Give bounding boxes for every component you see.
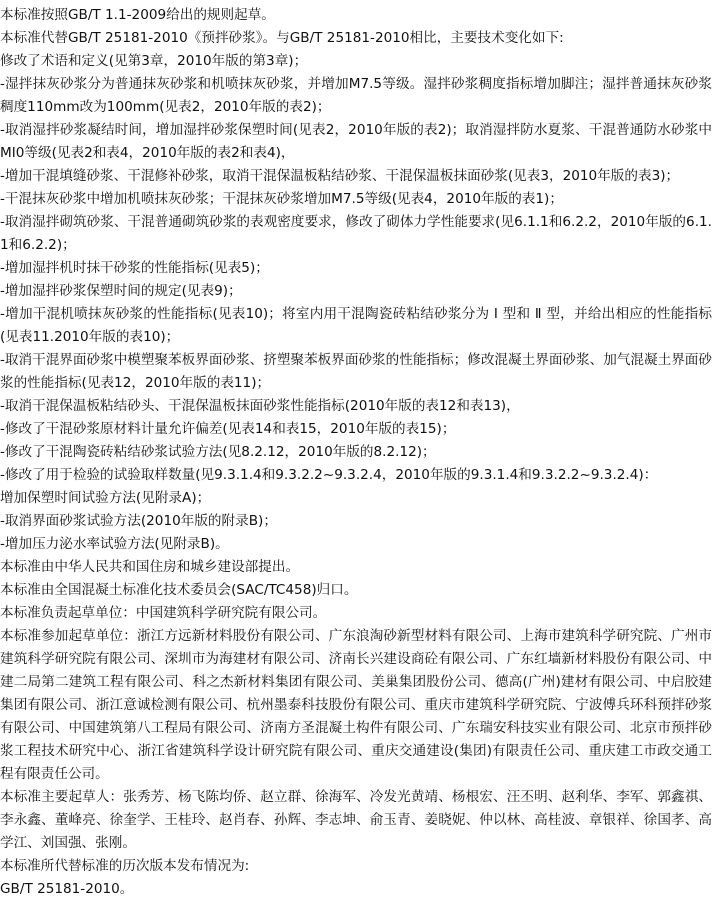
paragraph-12: -取消干混界面砂浆中模塑聚苯板界面砂浆、挤塑聚苯板界面砂浆的性能指标；修改混凝土界面砂浆、加气混凝土界面砂浆的性能指标(见表12，2010年版的表11)； bbox=[0, 352, 712, 391]
paragraph-7: -干混抹灰砂浆中增加机喷抹灰砂浆；干混抹灰砂浆增加M7.5等级(见表4，2010年版的表1)； bbox=[0, 191, 563, 207]
paragraph-3: 修改了术语和定义(见第3章，2010年版的第3章)； bbox=[0, 53, 308, 69]
paragraph-13: -取消干混保温板粘结砂头、干混保温板抹面砂浆性能指标(2010年版的表12和表13)， bbox=[0, 398, 520, 414]
paragraph-16: -修改了用于检验的试验取样数量(见9.3.1.4和9.3.2.2~9.3.2.4，2010年版的9.3.1.4和9.3.2.2~9.3.2.4)： bbox=[0, 467, 658, 483]
paragraph-19: -增加压力泌水率试验方法(见附录B)。 bbox=[0, 536, 229, 552]
paragraph-24: 本标准主要起草人：张秀芳、杨飞陈均侨、赵立群、徐海军、冷发光黄靖、杨根宏、汪丕明、赵利华、李军、郭鑫祺、李永鑫、董峰亮、徐奎学、王桂玲、赵肖春、孙辉、李志坤、俞玉青、姜晓妮、仲以林、高桂波、章银祥、徐国孝、高学江、刘国强、张刚。 bbox=[0, 789, 712, 851]
paragraph-10: -增加湿拌砂浆保塑时间的规定(见表9)； bbox=[0, 283, 242, 299]
paragraph-15: -修改了干混陶瓷砖粘结砂浆试验方法(见8.2.12，2010年版的8.2.12)； bbox=[0, 444, 436, 460]
paragraph-5: -取消湿拌砂浆凝结时间，增加湿拌砂浆保塑时间(见表2，2010年版的表2)；取消湿拌防水夏浆、干混普通防水砂浆中MI0等级(见表2和表4，2010年版的表2和表4)， bbox=[0, 122, 712, 161]
paragraph-25: 本标准所代替标准的历次版本发布情况为: bbox=[0, 858, 250, 874]
paragraph-26: GB/T 25181-2010。 bbox=[0, 881, 134, 897]
paragraph-17: 增加保塑时间试验方法(见附录A)； bbox=[0, 490, 211, 506]
paragraph-9: -增加湿拌机时抹干砂浆的性能指标(见表5)； bbox=[0, 260, 269, 276]
paragraph-11: -增加干混机喷抹灰砂浆的性能指标(见表10)；将室内用干混陶瓷砖粘结砂浆分为 Ⅰ 型和 Ⅱ 型，并给出相应的性能指标(见表11.2010年版的表10)； bbox=[0, 306, 712, 345]
paragraph-18: -取消界面砂浆试验方法(2010年版的附录B)； bbox=[0, 513, 277, 529]
paragraph-22: 本标准负责起草单位：中国建筑科学研究院有限公司。 bbox=[0, 605, 327, 621]
paragraph-23: 本标准参加起草单位：浙江方远新材料股份有限公司、广东浪淘砂新型材料有限公司、上海市建筑科学研究院、广州市建筑科学研究院有限公司、深圳市为海建材有限公司、济南长兴建设商砼有限公司、广东红墙新材料股份有限公司、中建二局第二建筑工程有限公司、科之杰新材料集团有限公司、美巢集团股份公司、德高(广州)建材有限公司、中启胶建集团有限公司、浙江意诚检测有限公司、杭州墨泰科技股份有限公司、重庆市建筑科学研究院、宁波傅兵环科预拌砂浆有限公司、中国建筑第八工程局有限公司、济南方圣混凝土构件有限公司、广东瑞安科技实业有限公司、北京市预拌砂浆工程技术研究中心、浙江省建筑科学设计研究院有限公司、重庆交通建设(集团)有限责任公司、重庆建工市政交通工程有限责任公司。 bbox=[0, 628, 712, 782]
paragraph-1: 本标准按照GB/T 1.1-2009给出的规则起草。 bbox=[0, 7, 275, 23]
paragraph-8: -取消湿拌砌筑砂浆、干混普通砌筑砂浆的表观密度要求，修改了砌体力学性能要求(见6.1.1和6.2.2，2010年版的6.1.1和6.2.2)； bbox=[0, 214, 712, 253]
paragraph-4: -湿拌抹灰砂浆分为普通抹灰砂浆和机喷抹灰砂浆，并增加M7.5等级。湿拌砂浆稠度指标增加脚注；湿拌普通抹灰砂浆稠度110mm改为100mm(见表2，2010年版的表2)； bbox=[0, 76, 712, 115]
paragraph-6: -增加干混填缝砂浆、干混修补砂浆，取消干混保温板粘结砂浆、干混保温板抹面砂浆(见表3，2010年版的表3)； bbox=[0, 168, 680, 184]
paragraph-21: 本标准由全国混凝土标准化技术委员会(SAC/TC458)归口。 bbox=[0, 582, 358, 598]
paragraph-14: -修改了干混砂浆原材料计量允许偏差(见表14和表15，2010年版的表15)； bbox=[0, 421, 456, 437]
paragraph-20: 本标准由中华人民共和国住房和城乡建设部提出。 bbox=[0, 559, 300, 575]
paragraph-2: 本标准代替GB/T 25181-2010《预拌砂浆》。与GB/T 25181-2010相比，主要技术变化如下: bbox=[0, 30, 564, 46]
